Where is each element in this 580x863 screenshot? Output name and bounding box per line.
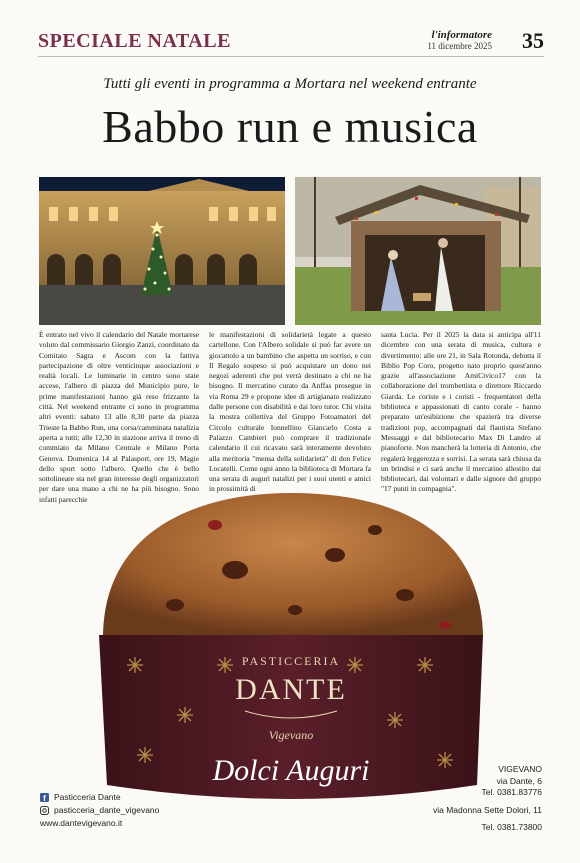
newspaper-name: l'informatore: [431, 29, 492, 41]
svg-text:f: f: [43, 794, 46, 802]
ad-brand-city: Vigevano: [268, 728, 314, 742]
nativity-photo: [295, 177, 541, 325]
article-column-1: È entrato nel vivo il calendario del Natale mortarese voluto dal commissario Giorgio Zanzi, coordinato da Comitato Sagra e Ascom con la fattiva partecipazione di oltre venticinque associazioni e realtà locali. Le luminarie in centro sono state accese, l'albero di piazza del Municipio pure, le prime manifestazioni hanno già reso frizzante la città. Nel weekend entrante ci sono in programma altri eventi: sabato 13 alle 8,30 parte da piazza Trieste la Babbo Run, una corsa/camminata natalizia aperta a tutti; alle 12,30 in stazione arriva il treno di commiato da Milano Centrale e Milano Porta Genova. Domenica 14 al Palasport, ore 19, Magie dello sport sotto l'albero. Quello che è bello sottolineare sta nel gran interesse degli organizzatori per dare una mano a chi ne ha più bisogno. Sono infatti parecchie: [39, 330, 199, 504]
page-header: [38, 28, 544, 54]
ad-tagline: Dolci Auguri: [212, 754, 370, 787]
ad-address-1: via Dante, 6: [496, 775, 542, 786]
article-column-3: santa Lucia. Per il 2025 la data si anticipa all'11 dicembre con una serata di musica, cultura e divertimento: alle ore 21, in Sala Rotonda, debutta il Biblio Pop Coro, progetto nato proprio quest'anno grazie all'associazione AmiCivico17 con la collaborazione del trombettista e direttore Riccardo Giarda. Le coriste e i coristi - frequentatori della biblioteca e appassionati di canto corale - hanno preparato un'esibizione che spazierà tra diverse tradizioni pop, accompagnati dal flautista Stefano Messaggi e dal bibliotecario Max Di Landro al pianoforte. Non mancherà la lotteria di Antonio, che regalerà leggerezza e sorrisi. La serata sarà chiusa da un brindisi e ci sarà anche il mercatino allestito dai bibliotecari, dai volontari e dalle signore del gruppo "17 punti in compagnia".: [381, 330, 541, 494]
article-title: Babbo run e musica: [102, 101, 478, 152]
ad-brand-name: DANTE: [235, 673, 347, 706]
facebook-handle: Pasticceria Dante: [54, 792, 121, 802]
ad-city: VIGEVANO: [498, 764, 542, 774]
ad-brand-top: PASTICCERIA: [241, 654, 341, 668]
header-divider: [38, 56, 544, 57]
article-kicker: Tutti gli eventi in programma a Mortara nel weekend entrante: [103, 76, 477, 92]
instagram-row: [40, 804, 159, 817]
section-title: SPECIALE NATALE: [38, 30, 231, 52]
website-link[interactable]: www.dantevigevano.it: [40, 818, 123, 828]
issue-date: 11 dicembre 2025: [427, 41, 492, 51]
panettone-ad-image: [85, 485, 497, 810]
page-number: 35: [522, 28, 544, 53]
ad-address-2: via Madonna Sette Dolori, 11: [433, 804, 542, 815]
facebook-icon: [40, 793, 49, 802]
ad-contacts-social: [40, 791, 159, 830]
ad-phone-1: Tel. 0381.83776: [481, 787, 542, 797]
website-row: [40, 817, 159, 830]
instagram-handle: pasticceria_dante_vigevano: [54, 805, 160, 815]
town-hall-photo: [39, 177, 285, 325]
ad-address-block: [433, 764, 542, 834]
ad-phone-2: Tel. 0381.73800: [481, 822, 542, 832]
facebook-row: [40, 791, 159, 804]
article-column-2: le manifestazioni di solidarietà legate a questo cartellone. Con l'Albero solidale si può far avere un giocattolo a un bambino che aspetta un sorriso, e con Il Regalo sospeso si può acquistare un dono nei negozi aderenti che poi verrà destinato a chi ne ha bisogno. Il mercatino curato da Anffas prosegue in via Roma 29 e propone idee di artigianato realizzato dalle persone con disabilità e dai loro tutor. Chi visita la mostra collettiva del Gruppo Fotoamatori del Circolo culturale Ionnellino Giancarlo Costa a Palazzo Cambieri può comprare il tradizionale calendario il cui ricavato sarà interamente devoluto alla meritoria "mensa della solidarietà" di don Felice Locatelli. Come ogni anno la biblioteca di Mortara fa una serata di auguri natalizi per i suoi utenti e amici in prossimità di: [209, 330, 371, 494]
masthead: [427, 30, 492, 52]
instagram-icon: [40, 806, 49, 815]
